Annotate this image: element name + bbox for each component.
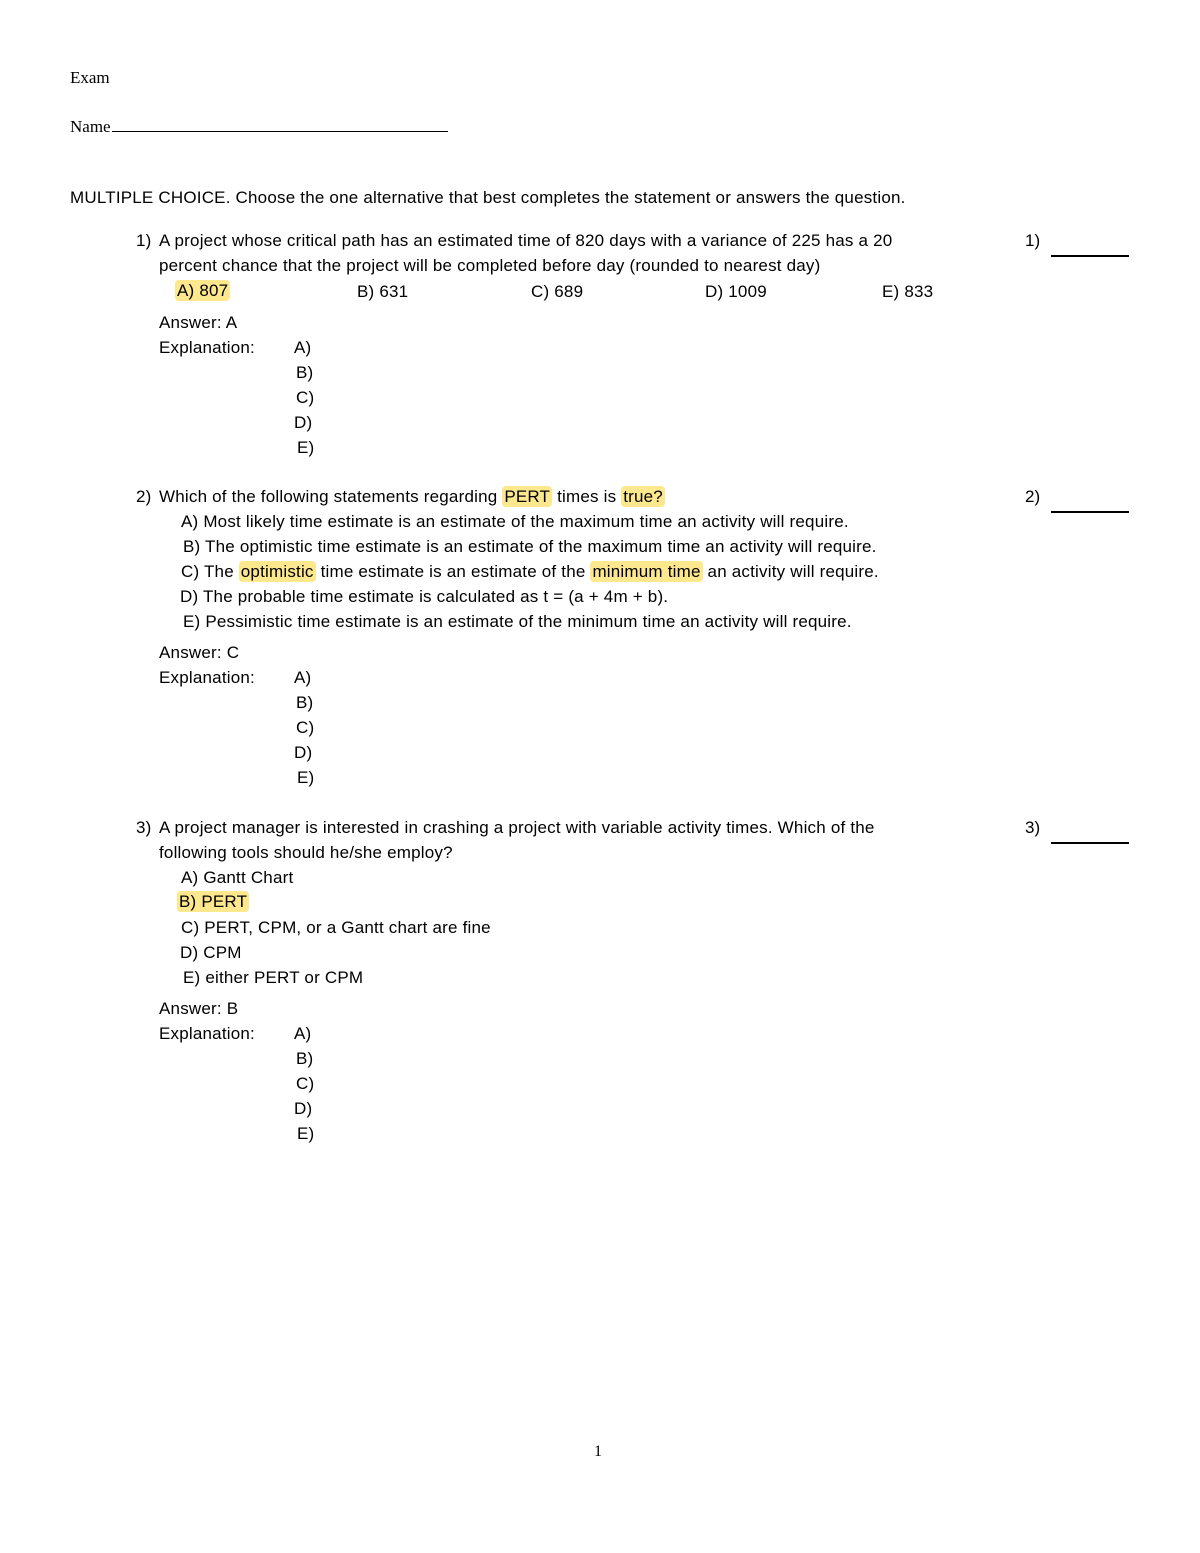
explanation-label: Explanation:	[159, 668, 255, 687]
explanation-letter: D)	[294, 743, 313, 762]
instructions: MULTIPLE CHOICE. Choose the one alternative that best completes the statement or answers the question.	[70, 188, 906, 207]
explanation-letter: E)	[297, 768, 315, 787]
highlight-optimistic: optimistic	[240, 562, 314, 581]
option-b[interactable]: B) The optimistic time estimate is an estimate of the maximum time an activity will require.	[183, 537, 877, 556]
explanation-letter: C)	[296, 388, 315, 407]
explanation-letter: B)	[296, 1049, 314, 1068]
explanation-letter: C)	[296, 718, 315, 737]
option-c[interactable]	[181, 562, 879, 582]
option-d[interactable]: D) 1009	[705, 282, 767, 301]
highlight-true: true?	[623, 487, 663, 506]
option-e[interactable]: E) either PERT or CPM	[183, 968, 364, 987]
option-text-part: time estimate is an estimate of the	[315, 562, 591, 581]
name-field[interactable]	[70, 115, 448, 137]
explanation-letter: E)	[297, 438, 315, 457]
question-text-line2: percent chance that the project will be completed before day (rounded to nearest day)	[159, 256, 821, 275]
margin-question-number: 1)	[1025, 231, 1041, 250]
question-text-part: times is	[552, 487, 622, 506]
answer-text: Answer: B	[159, 999, 239, 1018]
name-label: Name	[70, 117, 111, 136]
margin-question-number: 3)	[1025, 818, 1041, 837]
question-number: 1)	[136, 231, 152, 250]
answer-blank-line[interactable]	[1051, 842, 1129, 844]
question-number: 2)	[136, 487, 152, 506]
explanation-letter: D)	[294, 1099, 313, 1118]
exam-title: Exam	[70, 68, 110, 87]
option-e[interactable]: E) 833	[882, 282, 934, 301]
option-a[interactable]: A) Most likely time estimate is an estimate of the maximum time an activity will require.	[181, 512, 849, 531]
answer-blank-line[interactable]	[1051, 255, 1129, 257]
option-a-highlight: A) 807	[177, 281, 229, 300]
option-c[interactable]: C) 689	[531, 282, 584, 301]
option-a[interactable]: A) Gantt Chart	[181, 868, 294, 887]
option-c[interactable]: C) PERT, CPM, or a Gantt chart are fine	[181, 918, 491, 937]
option-e[interactable]: E) Pessimistic time estimate is an estimate of the minimum time an activity will require.	[183, 612, 852, 631]
option-text-part: C) The	[181, 562, 239, 581]
explanation-letter: B)	[296, 363, 314, 382]
question-text-line1: A project manager is interested in crashing a project with variable activity times. Which of the	[159, 818, 875, 837]
option-d[interactable]: D) CPM	[180, 943, 242, 962]
answer-text: Answer: A	[159, 313, 238, 332]
explanation-letter: A)	[294, 1024, 312, 1043]
question-text-line1: A project whose critical path has an estimated time of 820 days with a variance of 225 has a 20	[159, 231, 893, 250]
explanation-label: Explanation:	[159, 338, 255, 357]
explanation-letter: C)	[296, 1074, 315, 1093]
explanation-letter: A)	[294, 338, 312, 357]
page-number: 1	[594, 1443, 602, 1460]
question-text	[159, 487, 665, 507]
explanation-letter: D)	[294, 413, 313, 432]
option-b[interactable]: B) 631	[357, 282, 409, 301]
question-number: 3)	[136, 818, 152, 837]
option-a[interactable]	[175, 281, 230, 301]
question-text-part: Which of the following statements regarding	[159, 487, 503, 506]
option-d[interactable]: D) The probable time estimate is calculated as t = (a + 4m + b).	[180, 587, 669, 606]
option-text-part: an activity will require.	[702, 562, 879, 581]
explanation-letter: A)	[294, 668, 312, 687]
explanation-letter: B)	[296, 693, 314, 712]
highlight-pert: PERT	[504, 487, 551, 506]
answer-blank-line[interactable]	[1051, 511, 1129, 513]
highlight-minimum-time: minimum time	[592, 562, 701, 581]
option-b-highlight: B) PERT	[179, 892, 248, 911]
question-text-line2: following tools should he/she employ?	[159, 843, 453, 862]
answer-text: Answer: C	[159, 643, 240, 662]
option-b[interactable]	[177, 892, 249, 912]
margin-question-number: 2)	[1025, 487, 1041, 506]
name-blank-line[interactable]	[112, 115, 448, 132]
explanation-letter: E)	[297, 1124, 315, 1143]
explanation-label: Explanation:	[159, 1024, 255, 1043]
